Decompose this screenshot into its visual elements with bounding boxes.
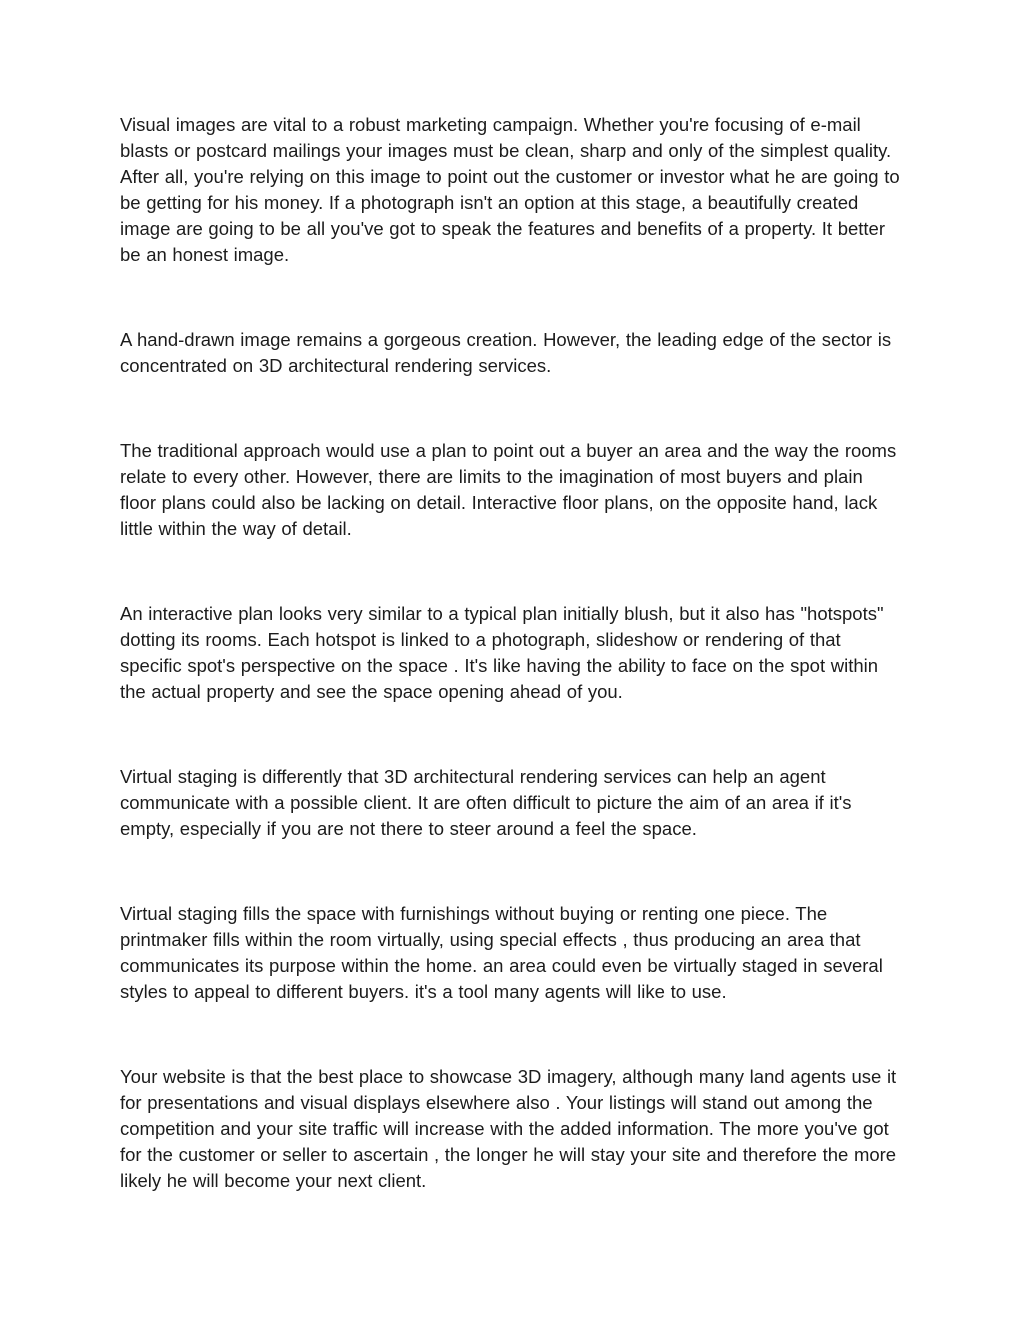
paragraph-virtual-staging-fills: Virtual staging fills the space with furnishings without buying or renting one piece. The printmaker fills within the room virtually, using special effects , thus producing an area that communicates its purpose within the home. an area could even be virtually staged in several styles to appeal to different buyers. it's a tool many agents will like to use. bbox=[120, 903, 883, 1002]
paragraph-visual-images: Visual images are vital to a robust marketing campaign. Whether you're focusing of e-mail blasts or postcard mailings your images must be clean, sharp and only of the simplest quality. After all, you're relying on this image to point out the customer or investor what he are going to be getting for his money. If a photograph isn't an option at this stage, a beautifully created image are going to be all you've got to speak the features and benefits of a property. It better be an honest image. bbox=[120, 114, 900, 265]
paragraph-traditional-approach: The traditional approach would use a plan to point out a buyer an area and the way the rooms relate to every other. However, there are limits to the imagination of most buyers and plain floor plans could also be lacking on detail. Interactive floor plans, on the opposite hand, lack little within the way of detail. bbox=[120, 440, 897, 539]
paragraph-interactive-plan: An interactive plan looks very similar to a typical plan initially blush, but it also has "hotspots" dotting its rooms. Each hotspot is linked to a photograph, slideshow or rendering of that specific spot's perspective on the space . It's like having the ability to face on the spot within the actual property and see the space opening ahead of you. bbox=[120, 603, 884, 702]
paragraph-virtual-staging-intro: Virtual staging is differently that 3D architectural rendering services can help an agent communicate with a possible client. It are often difficult to picture the aim of an area if it's empty, especially if you are not there to steer around a feel the space. bbox=[120, 766, 852, 839]
paragraph-hand-drawn-image: A hand-drawn image remains a gorgeous creation. However, the leading edge of the sector is concentrated on 3D architectural rendering services. bbox=[120, 329, 892, 376]
paragraph-your-website: Your website is that the best place to showcase 3D imagery, although many land agents use it for presentations and visual displays elsewhere also . Your listings will stand out among the competition and your site traffic will increase with the added information. The more you've got for the customer or seller to ascertain , the longer he will stay your site and therefore the more likely he will become your next client. bbox=[120, 1066, 897, 1191]
